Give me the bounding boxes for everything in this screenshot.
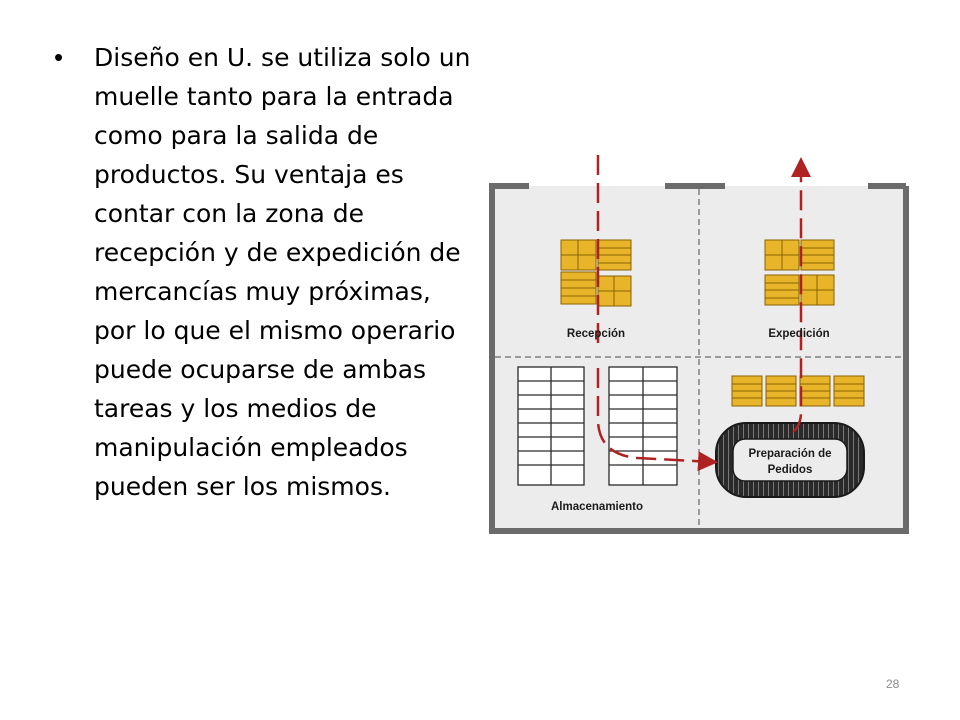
warehouse-u-layout-diagram xyxy=(488,150,910,535)
wall-segment-left xyxy=(489,183,529,189)
wall-segment-right xyxy=(868,183,906,189)
storage-rack-right xyxy=(609,367,677,485)
slide-number: 28 xyxy=(886,677,900,691)
wall-segment-middle xyxy=(665,183,725,189)
bullet-dot: • xyxy=(54,42,64,72)
picking-label-line2: Pedidos xyxy=(767,464,813,476)
storage-label: Almacenamiento xyxy=(550,501,644,513)
storage-rack-left xyxy=(518,367,584,485)
reception-label: Recepción xyxy=(566,328,626,340)
expedition-label: Expedición xyxy=(768,328,830,340)
picking-label-line1: Preparación de xyxy=(748,448,832,460)
bullet-text: Diseño en U. se utiliza solo un muelle tanto para la entrada como para la salida de productos. Su ventaja es contar con la zona de recepción y de expedición de mercancías muy próximas, por lo que el mismo operario puede ocuparse de ambas tareas y los medios de manipulación empleados pueden ser los mismos. xyxy=(94,43,471,501)
